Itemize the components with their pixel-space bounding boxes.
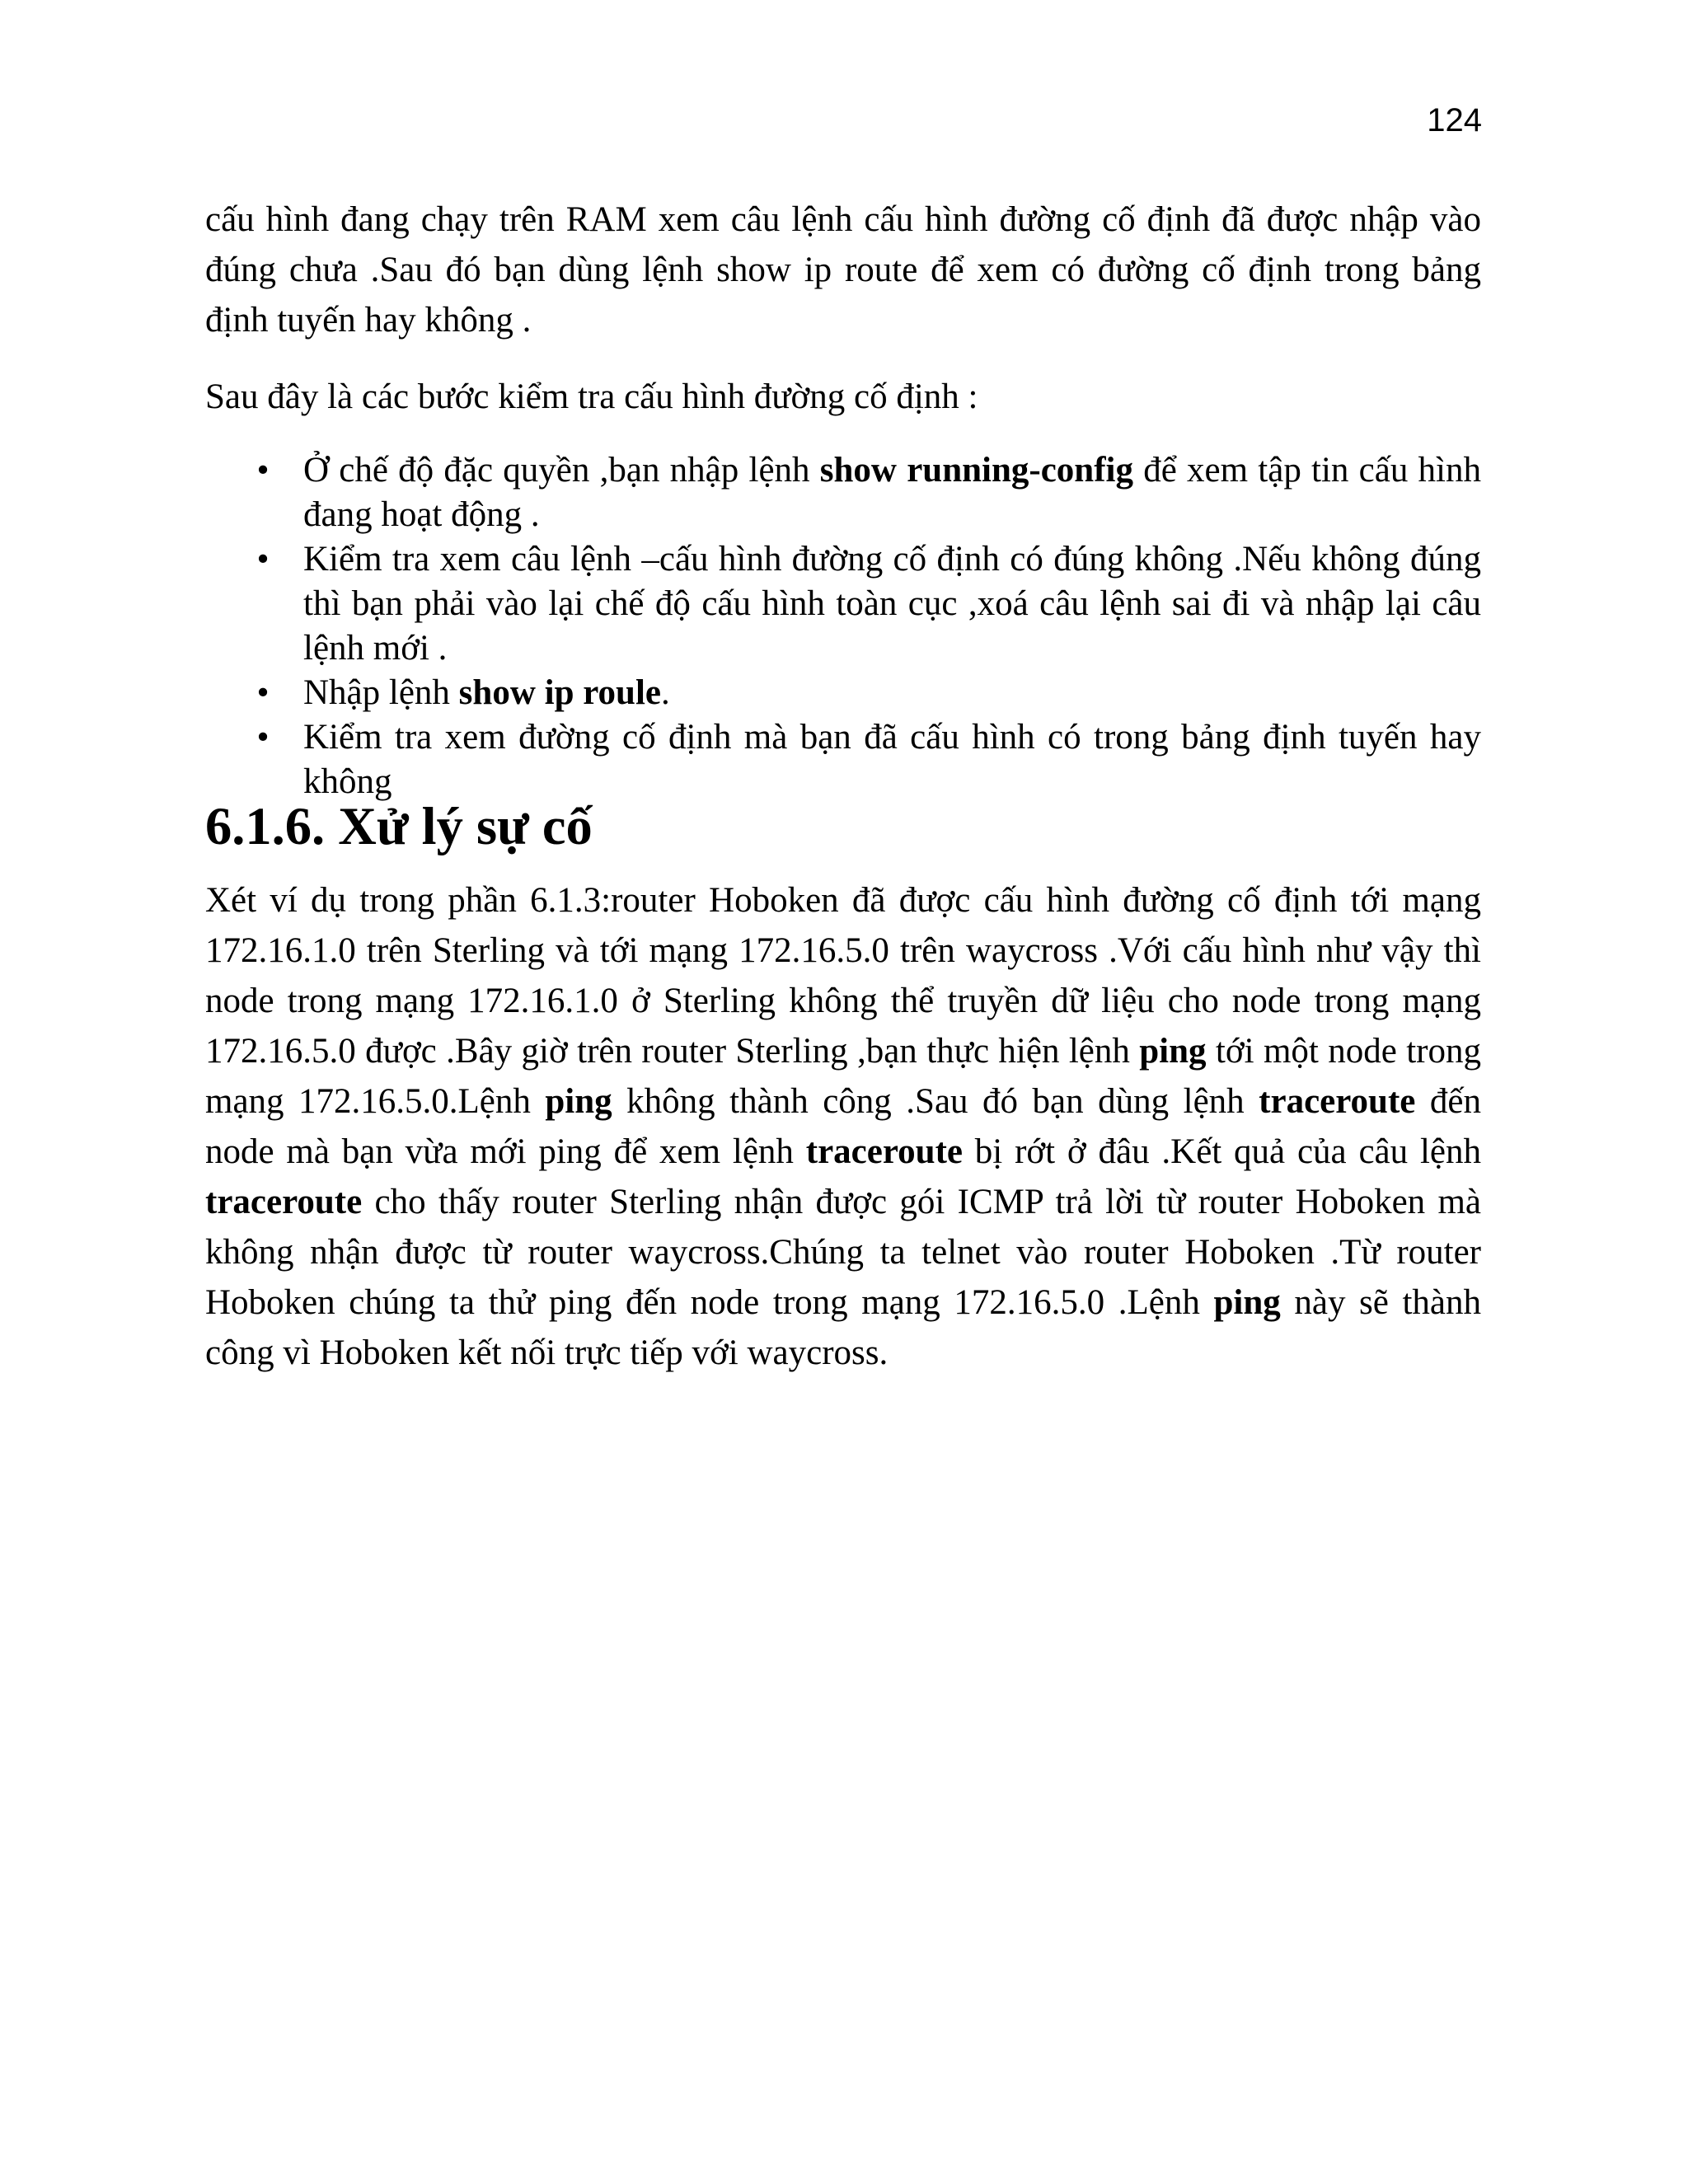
command-text: traceroute (805, 1132, 963, 1171)
intro-paragraph: cấu hình đang chạy trên RAM xem câu lệnh cấu hình đường cố định đã được nhập vào đúng chưa .Sau đó bạn dùng lệnh show ip route để xem có đường cố định trong bảng định tuyến hay không . (205, 200, 1481, 340)
bullet-icon: • (256, 673, 270, 712)
command-text: traceroute (1259, 1082, 1416, 1121)
paragraph-text: đến node mà bạn vừa mới ping để xem lệnh (205, 1082, 1481, 1171)
verification-steps-list (205, 448, 1481, 804)
paragraph-text: tới một node trong mạng 172.16.5.0.Lệnh (205, 1032, 1481, 1121)
command-text: show running-config (819, 451, 1133, 490)
list-item (205, 671, 1481, 715)
command-text: ping (545, 1082, 612, 1121)
command-text: show ip roule (458, 673, 661, 712)
bullet-icon: • (256, 540, 270, 579)
list-item-text: . (661, 673, 670, 712)
paragraph-text: cho thấy router Sterling nhận được gói ICMP trả lời từ router Hoboken mà không nhận được từ router waycross.Chúng ta telnet vào router Hoboken .Từ router Hoboken chúng ta thử ping đến node trong mạng 172.16.5.0 .Lệnh (205, 1183, 1481, 1322)
bullet-icon: • (256, 718, 270, 757)
list-item-text: Kiểm tra xem đường cố định mà bạn đã cấu hình có trong bảng định tuyến hay không (303, 718, 1481, 801)
list-item-text: Nhập lệnh (303, 673, 459, 712)
paragraph-text: không thành công .Sau đó bạn dùng lệnh (612, 1082, 1259, 1121)
list-item-text: Kiểm tra xem câu lệnh –cấu hình đường cố định có đúng không .Nếu không đúng thì bạn phải vào lại chế độ cấu hình toàn cục ,xoá câu lệnh sai đi và nhập lại câu lệnh mới . (303, 540, 1481, 668)
list-item (205, 537, 1481, 671)
troubleshooting-paragraph (205, 875, 1481, 1378)
list-item (205, 715, 1481, 804)
command-text: ping (1213, 1283, 1281, 1322)
list-item-text: Ở chế độ đặc quyền ,bạn nhập lệnh (303, 451, 820, 490)
list-item-text: để xem tập tin cấu hình đang hoạt động . (303, 451, 1482, 534)
steps-intro-paragraph: Sau đây là các bước kiểm tra cấu hình đường cố định : (205, 377, 978, 416)
paragraph-text: bị rớt ở đâu .Kết quả của câu lệnh (962, 1132, 1481, 1171)
page-number: 124 (1427, 102, 1482, 138)
paragraph-text: Xét ví dụ trong phần 6.1.3:router Hoboken đã được cấu hình đường cố định tới mạng 172.16.1.0 trên Sterling và tới mạng 172.16.5.0 trên waycross .Với cấu hình như vậy thì node trong mạng 172.16.1.0 ở Sterling không thể truyền dữ liệu cho node trong mạng 172.16.5.0 được .Bây giờ trên router Sterling ,bạn thực hiện lệnh (205, 881, 1481, 1071)
command-text: ping (1139, 1032, 1207, 1071)
section-heading: 6.1.6. Xử lý sự cố (205, 797, 593, 855)
list-item (205, 448, 1481, 537)
paragraph-text: này sẽ thành công vì Hoboken kết nối trực tiếp với waycross. (205, 1283, 1482, 1372)
command-text: traceroute (205, 1183, 363, 1221)
page-content (205, 194, 1481, 1378)
bullet-icon: • (256, 451, 270, 490)
